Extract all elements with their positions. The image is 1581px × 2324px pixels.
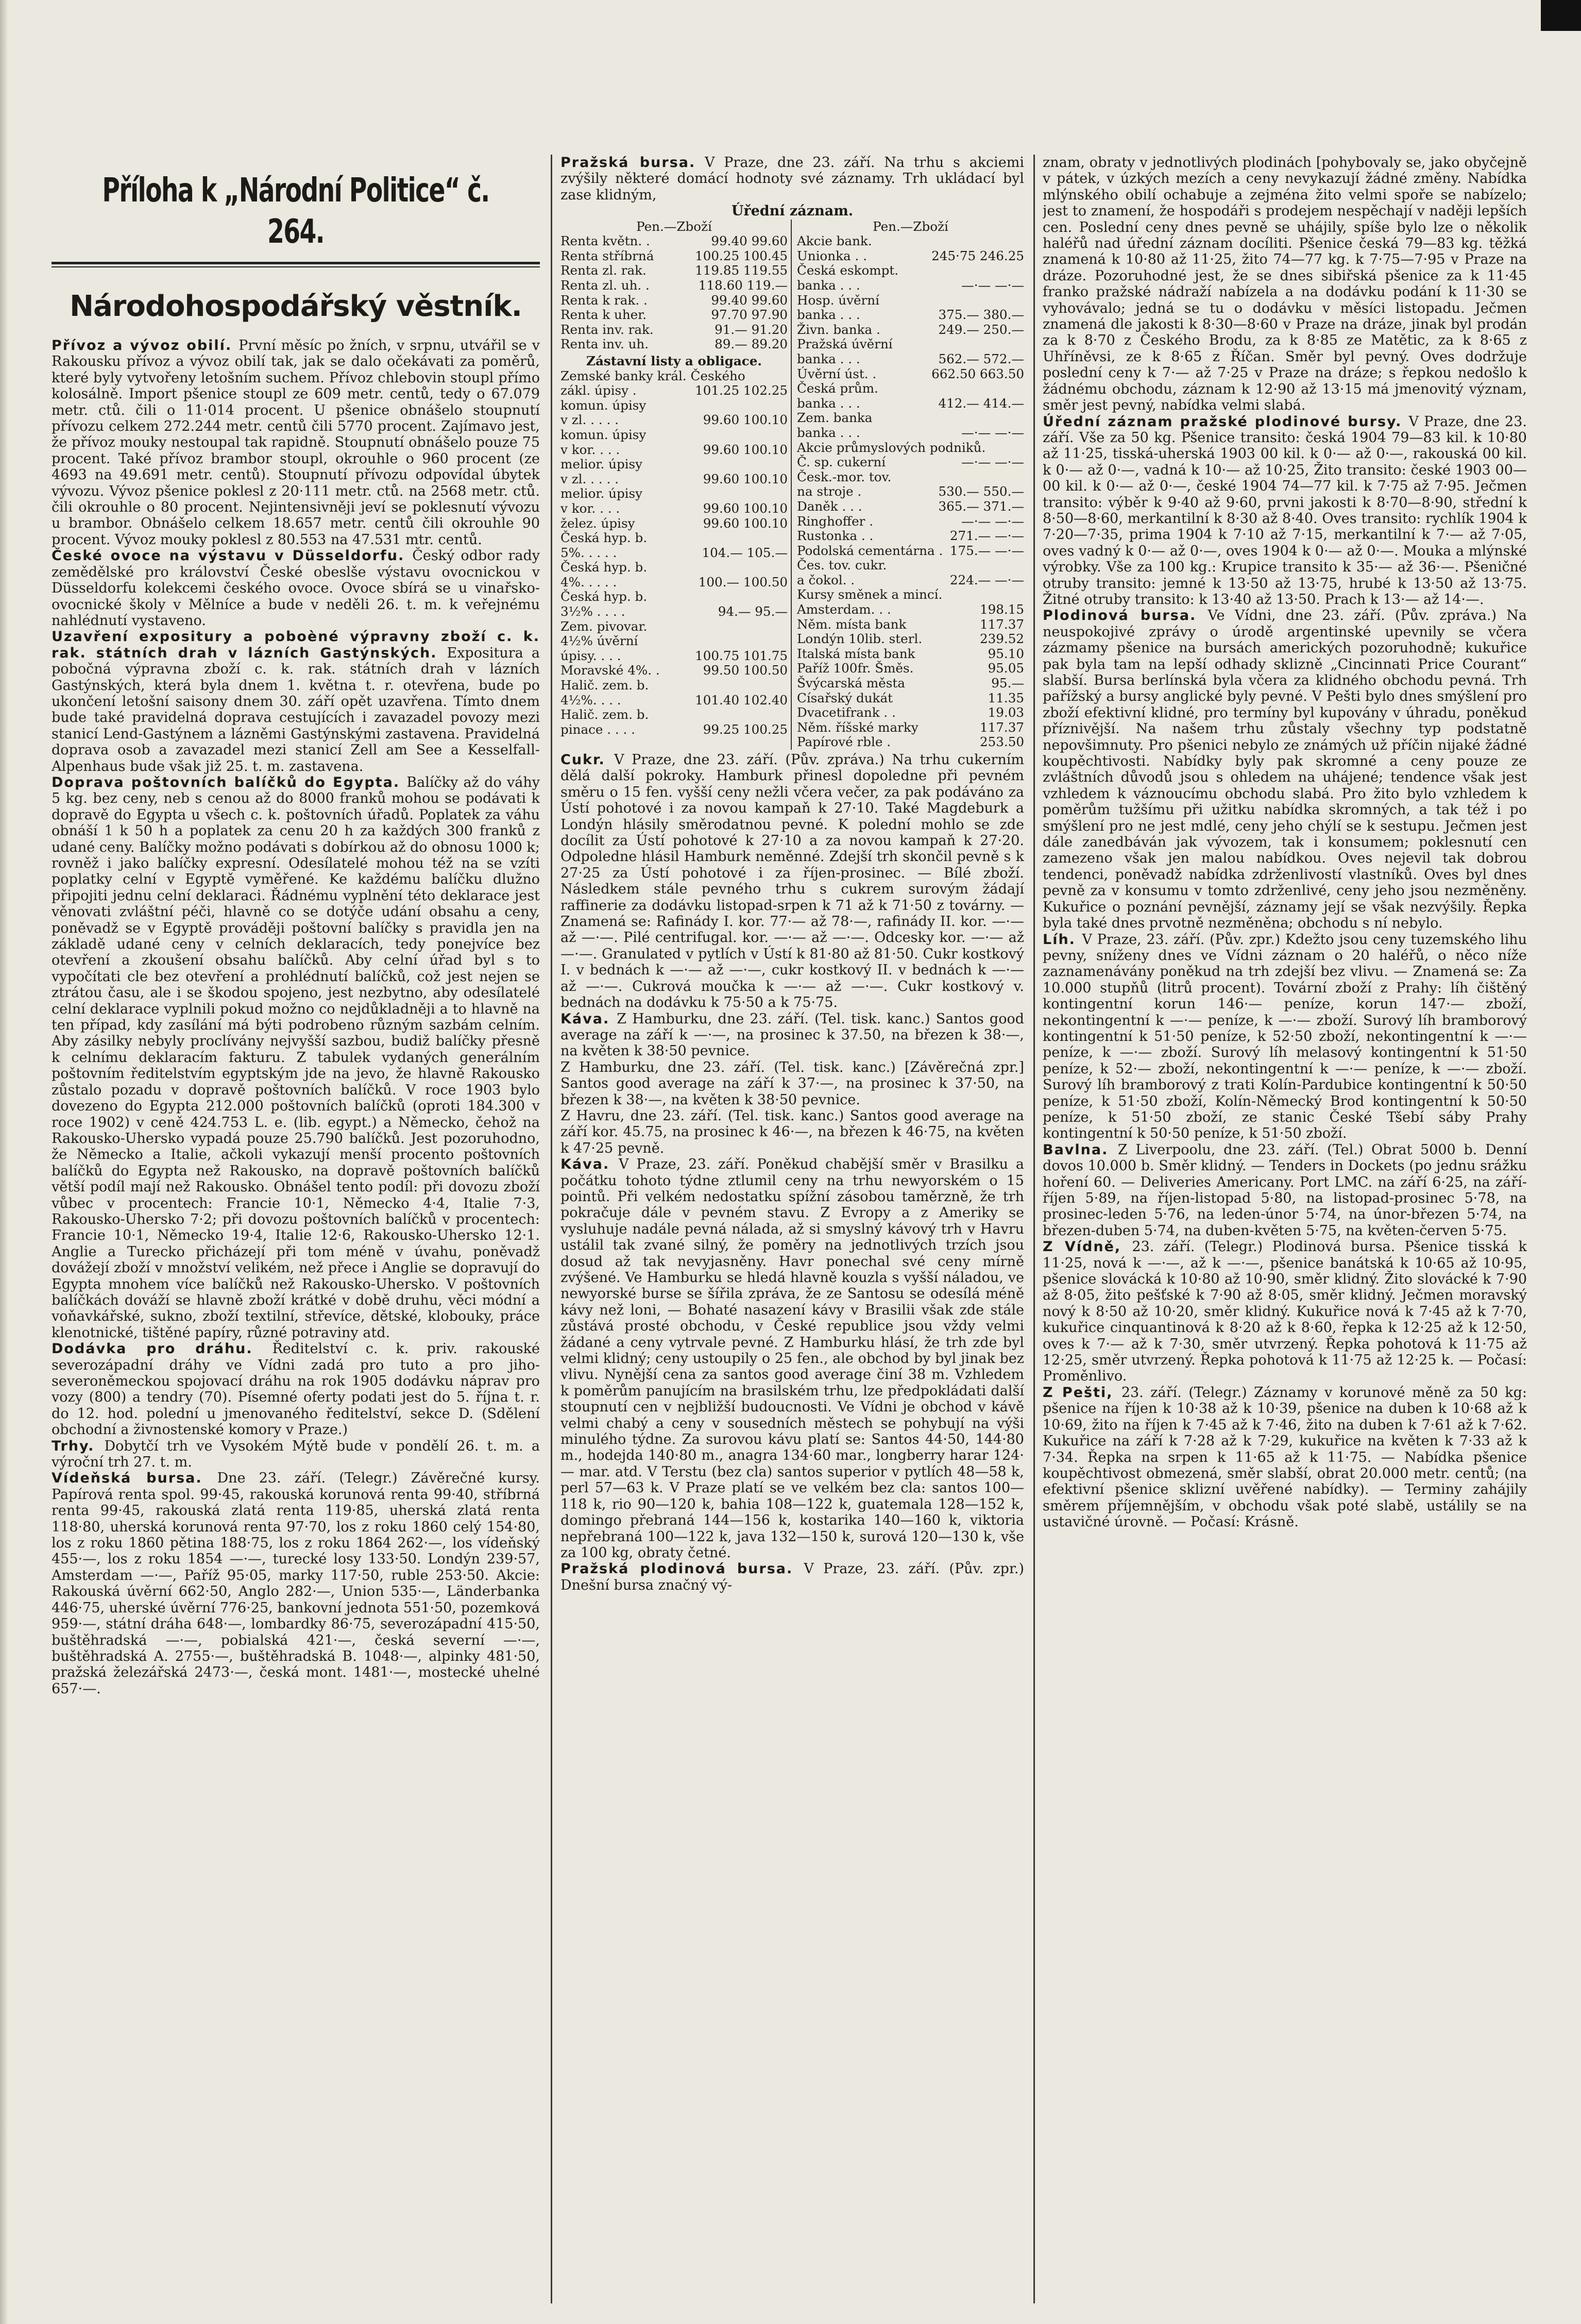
stock-left2-row [560,693,788,708]
col1-article-head: Přívoz a vývoz obilí. [52,338,239,353]
stock-right-values: 375.— 380.— [938,307,1024,323]
stock-right-values: 175.— —·— [949,543,1024,558]
col2-article [560,1561,1024,1593]
title-rule [52,262,540,267]
stock-right-label: banka . . . [797,425,860,440]
col1-article-head: Dodávka pro dráhu. [52,1341,273,1357]
stock-left-label: Renta stříbrná [560,248,654,263]
prague-bourse-dateline: V Praze, dne 23. září. [705,155,875,171]
stock-left2-label: Zem. pivovar. [560,618,648,634]
col3-article [1043,1239,1527,1385]
stock-right-label: Ringhoffer . [797,513,874,529]
col3-article-head: Bavlna. [1043,1141,1118,1158]
stock-left2-row [560,560,788,575]
stock-right-row [797,735,1024,750]
stock-right-values: 562.— 572.— [938,351,1024,366]
stock-right-label: Živn. banka . [797,322,880,337]
col1-article [52,1341,540,1438]
stock-right-label: Akcie bank. [797,233,872,249]
col3-article-head: Úřední záznam pražské plodinové bursy. [1043,413,1409,430]
col3-article [1043,155,1527,414]
stock-left2-label: komun. úpisy [560,427,647,442]
stock-right-label: Čes. tov. cukr. [797,558,887,573]
col2-articles [560,752,1024,1593]
stock-left-row [560,249,788,264]
col2-article-head: Káva. [560,1156,619,1173]
col3-article [1043,1142,1527,1239]
stock-table [560,220,1024,750]
stock-left2-values: 100.— 100.50 [698,574,788,590]
stock-right-row [797,573,1024,588]
stock-right-row [797,499,1024,514]
col2-article-text: Z Havru, dne 23. září. (Tel. tisk. kanc.) Santos good average na září kor. 45.75, na prosinec k 46·—, na březen k 46·75, na květen k 47·25 pevně. [560,1107,1024,1156]
stock-right-label: banka . . . [797,278,860,293]
col3-article-text: V Praze, dne 23. září. Vše za 50 kg. Pšenice transito: česká 1904 79—83 kil. k 10·80 až 11·25, tisská-uherská 1903 00 kil. k 0·— až 0·—, rakouská 00 kil. k 0·— až 0·—, vadná k 10·— až 10·25, Žito transito: české 1903 00—00 kil. k 0·— až 0·—, české 1904 74—77 kil. k 7·75 až 7·95. Ječmen transito: výběr k 9·40 až 9·60, prvni jakosti k 8·70—8·90, střední k 8·50—8·60, merkantilní k 8·30 až 8·40. Oves transito: rychlík 1904 k 7·20—7·35, prima 1904 k 7·10 až 7·15, merkantilní k 7·— až 7·05, oves vadný k 0·— až 0·—, oves 1904 k 0·— až 0·—. Mouka a mlýnské výrobky. Vše za 100 kg.: Krupice transito k 35·— až 36·—. Pšeničné otruby transito: jemné k 13·50 až 13·75, hrubé k 13·50 až 13·75. Žitné otruby transito: k 13·40 až 13·50. Prach k 13·— až 14·—. [1043,413,1527,608]
stock-left-label: Renta inv. rak. [560,322,654,337]
col3-article [1043,414,1527,608]
col2-article [560,752,1024,1011]
stock-left-row [560,263,788,278]
section-title: Národohospodářský věstník. [70,290,522,323]
col1-article [52,338,540,548]
stock-right-label: Švýcarská města [797,676,905,691]
stock-right-label: Italská místa bank [797,646,915,661]
stock-right-label: Česká eskompt. [797,263,899,278]
col2-article [560,1059,1024,1108]
stock-right-label: Hosp. úvěrní [797,292,880,308]
stock-left [560,220,792,750]
stock-right-values: 412.— 414.— [938,395,1024,411]
stock-right-values: —·— —·— [961,454,1024,470]
stock-left-values: 91.— 91.20 [715,322,788,337]
stock-right-values: 249.— 250.— [938,322,1024,337]
stock-left2-values: 101.25 102.25 [695,383,788,398]
stock-left-values: 99.40 99.60 [711,233,788,249]
col1-article-text: Český odbor rady zemědělské pro království České obeslše výstavu ovocnickou v Düsseldorfu kolekcemi českého ovoce. Ovoce sbírá se u vinařsko-ovocnické školy v Mělníce a bude v neděli 26. t. m. k veřejnému nahlédnutí vystaveno. [52,548,540,629]
col1-articles [52,338,540,1697]
stock-left2-values: 94.— 95.— [718,604,788,619]
stock-left2-row [560,428,788,443]
stock-left2-values: 99.25 100.25 [703,721,788,737]
stock-right-label: Pražská úvěrní [797,336,893,352]
stock-right-label: Amsterdam. . . [797,602,891,617]
stock-right-label: Úvěrní úst. . [797,366,877,381]
col1-article-text: První měsíc po žních, v srpnu, utvářil se v Rakousku přívoz a vývoz obilí tak, jak se dalo očekávati za poměrů, které byly vytvořeny letošním suchem. Přívoz chlebovin stoupl přímo kolosálně. Import pšenice stoupl ze 609 metr. centů, tedy o 67.079 metr. ctů. čili o 11·014 procent. U pšenice obnášelo stoupnutí přívozu celkem 272.244 metr. centů čili 5770 procent. Zajímavo jest, že přívoz mouky nestoupal tak rapidně. Stoupnutí obnášelo pouze 75 procent. Také přívoz brambor stoupl, okrouhle o 960 procent (ze 4693 na 49.691 metr. centů). Stoupnutí přívozu odpovídal úbytek vývozu. Vývoz pšenice poklesl z 20·111 metr. ctů. na 2568 metr. ctů. čili okrouhle o 80 procent. Nejintensivněji jeví se poklesnutí vývozu u brambor. Obnášelo celkem 18.657 metr. centů čili okrouhle 90 procent. Vývoz mouky poklesl z 80.553 na 47.531 mtr. centů. [52,338,540,548]
col1-article-head: Uzavření expositury a poboèné výpravny zboží c. k. rak. státních drah v lázních Gastýnských. [52,629,540,661]
col2-article [560,1011,1024,1059]
col2-article-head: Pražská plodinová bursa. [560,1561,804,1577]
stock-left-row [560,337,788,352]
col1-article-text: Dobytčí trh ve Vysokém Mýtě bude v pondělí 26. t. m. a výroční trh 27. t. m. [52,1438,540,1471]
stock-left-label: Renta k uher. [560,307,647,323]
stock-right-label: Rustonka . . [797,528,874,544]
stock-left2-label: Moravské 4%. . [560,663,660,678]
stock-right-values: 224.— —·— [949,572,1024,587]
stock-left2-label: melior. úpisy [560,486,643,501]
stock-right-label: Daněk . . . [797,498,862,514]
stock-right-row [797,396,1024,411]
col2-article-text: V Praze, 23. září. Poněkud chabější směr v Brasilku a počátku tohoto týdne ztlumil ceny na trhu newyorském o 15 pointů. Při velkém nedostatku spížní zásobou taměrzně, že trh pokračuje dále v pevném stavu. Z Evropy a z Ameriky se vysluhuje nadále pevná nálada, až si smyslný kávový trh v Havru ustálil tak zvané silný, že poměry na jednotlivých trzích jsou dosud až tak nevyjasněny. Havr ponechal své ceny mírně zvýšené. Ve Hamburku se hledá hlavně kouzla s vyšší náladou, ve newyorské burse se šířila zpráva, že ze Santosu se odesílá méně kávy než loni, — Bohaté nasazení kávy v Brasilii však zde stále zůstává prosté obchodu, v České republice jsou vždy velmi žádané a ceny vytrvale pevné. Z Hamburku hlásí, že trh zde byl velmi klidný; ceny ustoupily o 25 fen., ale obchod by byl jinak bez vlivu. Nynější cena za santos good average činí 38 m. Vzhledem k poměrům panujícím na brasilském trhu, lze předpokládati další stoupnutí cen v nejbližší budoucnosti. Ve Vídni je obchod v kávě velmi chabý a ceny v sousedních městech se pohybují na výši minulého týdne. Za surovou kávu platí se: Santos 44·50, 144·80 m., hodejda 140·80 m., anagra 134·60 mar., longberry harar 124·— mar. atd. V Terstu (bez cla) santos superior v pytlích 48—58 k, perl 57—63 k. V Praze platí se ve velkém bez cla: santos 100—118 k, rio 90—120 k, bahia 108—122 k, guatemala 128—152 k, domingo přebraná 144—156 k, kostarika 140—160 k, viktoria nepřebraná 100—122 k, java 132—150 k, surová 120—130 k, vše za 100 kg, obraty četné. [560,1156,1024,1561]
column-rule [1033,155,1035,2303]
col1-article-text: Dne 23. září. (Telegr.) Závěrečné kursy. Papírová renta spol. 99·45, rakouská korunová renta 99·40, stříbrná renta 99·45, rakouská zlatá renta 119·85, uherská zlatá renta 118·80, uherská korunová renta 97·70, los z roku 1860 celý 154·80, los z roku 1860 pětina 188·75, los z roku 1864 262·—, los vídeňský 455·—, los z roku 1854 —·—, turecké losy 133·50. Londýn 239·57, Amsterdam —·—, Paříž 95·05, marky 117·50, ruble 253·50. Akcie: Rakouská úvěrní 662·50, Anglo 282·—, Union 535·—, Länderbanka 446·75, uherské úvěrní 776·25, bankovní jednota 551·50, pozemková 959·—, státní dráha 648·—, lombardky 86·75, severozápadní 415·50, buštěhradská —·—, pobialská 421·—, česká severní —·—, buštěhradská A. 2755·—, buštěhradská B. 1048·—, alpinky 481·50, pražská železářská 2473·—, česká mont. 1481·—, mostecké uhelné 657·—. [52,1470,540,1697]
stock-right-row [797,529,1024,544]
stock-right-values: 198.15 [979,602,1024,617]
stock-left2-row [560,708,788,722]
stock-left-values: 97.70 97.90 [711,307,788,323]
stock-right-label: Č. sp. cukerní [797,454,886,470]
stock-left2-values: 99.60 100.10 [703,515,788,531]
stock-left-label: Renta k rak. . [560,292,648,308]
stock-right-label: Císařský dukát [797,690,893,705]
stock-right-label: banka . . . [797,351,860,366]
stock-right-row [797,720,1024,735]
stock-left2-label: komun. úpisy [560,397,647,413]
stock-left2-row [560,575,788,590]
stock-left2-row [560,619,788,634]
stock-left-values: 89.— 89.20 [715,336,788,352]
column-3 [1043,155,1527,2298]
corner-mark [1541,0,1581,31]
col2-article [560,1108,1024,1156]
stock-left2-row [560,443,788,458]
stock-right-row [797,602,1024,617]
stock-left2-label: Česká hyp. b. [560,560,648,575]
stock-left2-row [560,531,788,546]
stock-right-row [797,263,1024,278]
stock-left-label: Renta zl. rak. [560,263,647,278]
stock-left2-label: Halič. zem. b. [560,678,649,693]
stock-right-row [797,661,1024,676]
col1-article-head: Doprava poštovních balíčků do Egypta. [52,774,407,790]
stock-left2-label: Česká hyp. b. [560,530,648,546]
col3-article-text: V Praze, 23. září. (Pův. zpr.) Kdežto jsou ceny tuzemského lihu pevny, sníženy dnes ve Vídni záznam o 20 haléřů, o něco níže zaznamenávány poněkud na trh zdejší bez vlivu. — Znamená se: Za 10.000 stupňů (litrů procent). Tovární zboží z Prahy: líh čištěný kontingentní korun 146·— peníze, korun 147·— zboží, nekontingentní k —·— peníze, k —·— zboží. Surový líh bramborový kontingentní k 51·50 peníze, k 52·50 zboží, nekontingentní k —·— peníze, k —·— zboží. Surový líh melasový kontingentní k 51·50 peníze, k 52·— zboží, nekontingentní k —·— peníze, k —·— zboží. Surový líh bramborový z trati Kolín-Pardubice kontingentní k 50·50 peníze, k 51·50 zboží, Kolín-Německý Brod kontingentní k 50·50 peníze, k 51·50 zboží, ze stanic České Tšebí sáby Prahy kontingentní k 50·50 peníze, k 51·50 zboží. [1043,931,1527,1142]
stock-right-row [797,411,1024,426]
stock-right-label: na stroje . [797,484,862,499]
col3-article-head: Plodinová bursa. [1043,608,1208,624]
stock-right-label: Akcie průmyslových podniků. [797,440,986,455]
stock-left2-row [560,457,788,472]
stock-left2-row [560,413,788,428]
stock-right-row [797,278,1024,293]
stock-right-row [797,426,1024,441]
stock-right-row [797,455,1024,470]
col3-article-text: znam, obraty v jednotlivých plodinách [pohybovaly se, jako obyčejně v pátek, v úzkých mezích a ceny nevykazují žádné změny. Nabídka mlýnského obilí ochabuje a zejména žito velmi spoře se nabízelo; jest to znamení, že hospodáři s prodejem nespěchají v naději lepších cen. Poslední ceny dnes pevně se uhájily, spíše bylo lze o několik haléřů nad úřední záznam docíliti. Pšenice česká 79—83 kg. těžká znamená k 10·80 až 11·25, žito 74—77 kg. k 7·75—7·95 v Praze na dráze. Pozoruhodné jest, že se dnes sibiřská pšenice za k 11·45 franko pražské nádraží nabízela a na dodávku podání k 11·30 se vyhovávalo; jedná se tu o dodávku v měsíci listopadu. Ječmen znamená dle jakosti k 8·30—8·60 v Praze na dráze, jinak byl prodán za k 8·70 z Českého Brodu, za k 8·85 ze Matětic, za k 8·65 z Uhříněvsi, ze k 8·65 z Říčan. Směr byl pevný. Oves dodržuje poslední ceny k 7·— až 7·25 v Praze na dráze; s řepkou nedošlo k žádnému obchodu, záznam k 12·90 až 13·15 má jmenovitý význam, směr jest pevný, nabídka velmi slabá. [1043,155,1527,414]
stock-left2-values: 99.60 100.10 [703,500,788,516]
stock-right-values: 365.— 371.— [938,498,1024,514]
stock-left2-row [560,516,788,531]
stock-left2-values: 99.50 100.50 [703,663,788,678]
stock-right-row [797,441,1024,456]
stock-right-label: banka . . . [797,307,860,323]
stock-right-row [797,381,1024,396]
col3-article [1043,932,1527,1142]
col3-article-text: Ve Vídni, dne 23. září. (Pův. zpráva.) Na neuspokojivé zprávy o úrodě argentinské upevnily se včera zázmamy pšenice na bursách amerických pozoruhodně; kukuřice pak byla tam na lepší odhady sklizně „Cincinnati Price Courant“ slabší. Bursa berlínská byla včera za klidného obchodu pevná. Trh pařížský a bursy anglické byly pevné. V Pešti bylo dnes smýšlení pro zboží efektivní klidné, pro termíny byl kupovány v úhradu, poněkud příznivější. Na našem trhu zůstaly všechny typ podstatně nepovšimnuty. Pro pšenici nebylo ze známých už příčin nijaké žádné koupěchtivosti. Nabídky byly pak skromné a ceny pouze ze zvláštních důvodů jsou s ohledem na uhájené; tendence však jest vzhledem k váznoucímu obchodu slabá. Pro žito bylo vzhledem k poměrům tužšímu při užitku nabídka skromných, a tak též i po smýšlení pro ne jest mdlé, ceny jeho chýlí se k sestupu. Ječmen jest dále zanedbáván jak vývozem, tak i konsumem; poklesnutí cen zamezeno však jen malou nabídkou. Oves nejevil tak dobrou tendenci, poněvadž nabídka zdrženlivostí vlastníků. Oves byl dnes pevně za v konsumu v tomto zdrženlivé, ceny jeho jsou nezměněny. Kukuřice o poznání pevnější, záznamy její se však nezvýšily. Řepka byla také dnes prvotně nezměněna; obchodu s ní nebylo. [1043,608,1527,932]
col1-article-head: Vídeňská bursa. [52,1470,217,1487]
stock-right-label: Něm. místa bank [797,616,907,632]
stock-left2-values: 99.60 100.10 [703,412,788,428]
col2-article-text: Z Hamburku, dne 23. září. (Tel. tisk. kanc.) Santos good average na září k —·—, na prosinec k 37.50, na březen k 38·—, na květen k 38·50 pevnice. [560,1011,1024,1059]
stock-right-values: 95.05 [988,661,1024,676]
stock-right-row [797,308,1024,323]
stock-left2-label: pinace . . . . [560,721,635,737]
col1-article-head: České ovoce na výstavu v Düsseldorfu. [52,548,413,564]
col2-article-text: V Praze, 23. září. (Pův. zpr.) Dnešní bursa značný vý- [560,1561,1024,1593]
stock-left2-row [560,546,788,561]
stock-left2-label: Česká hyp. b. [560,589,648,604]
stock-right-values: 271.— —·— [949,528,1024,544]
col3-article [1043,608,1527,931]
stock-left2-label: v zl. . . . . [560,471,619,486]
col2-article-head: Káva. [560,1011,617,1027]
stock-left2-label: Halič. zem. b. [560,707,649,722]
col2-article [560,1156,1024,1561]
stock-left2-label: 4½%. . . . [560,692,621,708]
stock-right-label: Česká prům. [797,381,878,396]
stock-right-values: —·— —·— [961,513,1024,529]
stock-right-label: Papírové rble . [797,734,891,750]
stock-right-label: Podolská cementárna . [797,543,943,558]
col3-article-text: 23. září. (Telegr.) Záznamy v korunové měně za 50 kg: pšenice na říjen k 10·38 až k 10·39, pšenice na duben k 10·68 až k 10·69, žito na říjen k 7·45 až k 7·46, žito na duben k 7·61 až k 7·62. Kukuřice na září k 7·28 až k 7·29, kukuřice na květen k 7·33 až k 7·34. Řepka na srpen k 11·65 až k 11·75. — Nabídka pšenice koupěchtivost obmezená, směr slabší, obrat 20.000 metr. centů; (na efektivní pšenice sklizní uvěřené nabídky). — Terminy zahájily směrem příjemnějším, v obchodu však poté slabě, ustálily se na ustavičné úrovně. — Počasí: Krásně. [1043,1384,1527,1530]
stock-left2-values: 99.60 100.10 [703,471,788,486]
stock-right-row [797,337,1024,352]
col2-article-text: V Praze, dne 23. září. (Pův. zpráva.) Na trhu cukerním dělá další pokroky. Hamburk přinesl dopoledne při pevném směru o 15 fen. vyšší ceny nežli včera večer, za pak podáváno za Ústí pohotové i za novou kampaň k 27·10. Také Magdeburk a Londýn hlásily směrodatnou pevné. K polední mohlo se zde docílit za Ústí pohotové k 27·10 a za novou kampaň k 27·20. Odpoledne hlásil Hamburk neměnné. Zdejší trh skončil pevně s k 27·25 za Ústí pohotové i za říjen-prosinec. — Bílé zboží. Následkem stále pevného trhu s cukrem surovým žádají raffinerie za dodávku listopad-srpen k 71 až k 71·50 z továrny. — Znamená se: Rafinády I. kor. 77·— až 78·—, rafinády II. kor. —·— až —·—. Pilé centrifugal. kor. —·— až —·—. Odcesky kor. —·— až —·—. Granulated v pytlích v Ústí k 81·80 až 81·50. Cukr kostkový I. v bednách k —·— až —·—, cukr kostkový II. v bednách k —·— až —·—. Cukrová moučka k —·— až —·—. Cukr kostkový v. bednách na dodávku k 75·50 a k 75·75. [560,752,1024,1011]
prague-bourse-text: Na trhu s akciemi zvýšily některé domácí hodnoty své záznamy. Trh ukládací byl zase klidným, [560,155,1024,203]
stock-right-values: —·— —·— [961,425,1024,440]
col1-article [52,1438,540,1471]
prague-bourse-head: Pražská bursa. [560,155,696,171]
stock-left-row [560,323,788,338]
stock-right-row [797,367,1024,382]
stock-right-row [797,647,1024,662]
stock-right-label: banka . . . [797,395,860,411]
stock-left2-label: v zl. . . . . [560,412,619,428]
stock-right-values: 530.— 550.— [938,484,1024,499]
stock-left2-values: 101.40 102.40 [695,692,788,708]
stock-left2-row [560,486,788,501]
col3-article-text: Z Liverpoolu, dne 23. září. (Tel.) Obrat 5000 b. Denní dovos 10.000 b. Směr klidný. — Tenders in Dockets (po jednu srážku hoření 60. — Deliveries Americany. Port LMC. na září 6·25, na září-říjen 5·89, na říjen-listopad 5·80, na listopad-prosinec 5·78, na prosinec-leden 5·76, na leden-únor 5·74, na únor-březen 5·74, na březen-duben 5·74, na duben-květen 5·75, na květen-červen 5·75. [1043,1141,1527,1239]
col3-articles [1043,155,1527,1530]
stock-right-row [797,249,1024,264]
stock-left-row [560,278,788,293]
stock-right-row [797,632,1024,647]
stock-left-values: 100.25 100.45 [695,248,788,263]
stock-right-row [797,484,1024,499]
stock-left2-label: melior. úpisy [560,457,643,472]
stock-right [797,220,1024,750]
stock-left-rows2 [560,369,788,737]
stock-left2-label: zákl. úpisy . [560,383,637,398]
prague-bourse-intro [560,155,1024,203]
stock-left-head: Pen.—Zboží [636,218,712,234]
stock-right-values: —·— —·— [961,278,1024,293]
stock-right-label: Dvacetifrank . . [797,705,896,720]
col1-article-text: Expositura a pobočná výpravna zboží c. k. rak. státních drah v lázních Gastýnských, která byla dnem 1. května t. r. otevřena, bude po ukončení letošní saisony dnem 30. září opět uzavřena. Tímto dnem bude také pravidelná doprava cestujících i zavazadel povozy mezi stanicí Lend-Gastýnem a lázněmi Gastýnskými zastavena. Pravidelná doprava osob a zavazadel mezi stanicí Zell am See a Kesselfall-Alpenhaus bude však již 25. t. m. zastavena. [52,645,540,774]
stock-right-values: 95.— [991,676,1024,691]
stock-left2-label: 3½% . . . . [560,604,625,619]
stock-right-values: 239.52 [979,631,1024,647]
stock-right-values: 662.50 663.50 [931,366,1024,381]
stock-right-row [797,293,1024,308]
stock-right-row [797,691,1024,706]
stock-left-values: 118.60 119.— [698,278,788,293]
stock-right-values: 19.03 [988,705,1024,720]
col3-article [1043,1385,1527,1530]
stock-right-row [797,470,1024,485]
stock-left2-label: v kor. . . . [560,500,620,516]
stock-left-label: Renta květn. . [560,233,650,249]
supplement-title: Příloha k „Národní Politice“ č. 264. [102,172,489,251]
col3-article-head: Z Vídně, [1043,1239,1132,1255]
col1-article [52,548,540,629]
stock-right-row [797,544,1024,559]
stock-left-rows [560,234,788,352]
stock-right-values: 117.37 [979,616,1024,632]
col1-article [52,774,540,1341]
stock-right-label: Něm. říšské marky [797,719,919,735]
stock-right-values: 117.37 [979,719,1024,735]
stock-left2-row [560,604,788,619]
stock-right-label: Unionka . . [797,248,867,263]
stock-right-head: Pen.—Zboží [873,218,948,234]
col3-article-head: Líh. [1043,931,1082,948]
stock-right-label: a čokol. . [797,572,855,587]
stock-right-label: Kursy směnek a mincí. [797,587,943,602]
stock-left2-row [560,472,788,487]
stock-right-label: Česk.-mor. tov. [797,469,892,484]
stock-right-row [797,234,1024,249]
col3-article-head: Z Pešti, [1043,1384,1121,1401]
stock-left2-label: v kor. . . . [560,442,620,457]
col2-article-text: Z Hamburku, dne 23. září. (Tel. tisk. kanc.) [Závěrečná zpr.] Santos good average na září k 37·—, na prosinec k 37·50, na březen k 38·—, na květen k 38·50 pevnice. [560,1059,1024,1108]
stock-left2-label: 4%. . . . . [560,574,617,590]
stock-left2-label: Zemské banky král. Českého [560,368,745,383]
col1-article-head: Trhy. [52,1438,105,1454]
stock-right-values: 253.50 [979,734,1024,750]
stock-right-values: 245·75 246.25 [931,248,1024,263]
column-rule [551,155,552,2303]
stock-left2-row [560,383,788,398]
stock-left-values: 99.40 99.60 [711,292,788,308]
stock-left2-row [560,722,788,737]
stock-left-row [560,293,788,308]
stock-right-row [797,587,1024,602]
stock-right-label: Paříž 100fr. Šměs. [797,661,914,676]
stock-left2-values: 104.— 105.— [702,545,788,560]
stock-left2-label: 4½% úvěrní [560,633,638,649]
stock-left-label: Renta inv. uh. [560,336,649,352]
stock-right-row [797,558,1024,573]
stock-right-row [797,352,1024,367]
stock-right-label: Zem. banka [797,410,873,426]
stock-right-row [797,705,1024,720]
stock-left2-row [560,501,788,516]
page-edge [0,0,7,2324]
stock-right-row [797,323,1024,338]
stock-left2-row [560,678,788,693]
col1-article-text: Ředitelství c. k. priv. rakouské severozápadní dráhy ve Vídni zadá pro tuto a pro jiho-severoněmeckou spojovací dráhu na rok 1905 dodávku náprav pro vozy (800) a tendry (70). Písemné oferty podati jest do 5. října t. r. do 12. hod. polední u jmenovaného ředitelství, sekce D. (Sdělení obchodní a živnostenské komory v Praze.) [52,1341,540,1438]
stock-right-values: 95.10 [988,646,1024,661]
stock-right-label: Londýn 10lib. sterl. [797,631,923,647]
official-record-label: Úřední záznam. [731,203,854,220]
stock-left2-row [560,590,788,604]
stock-left2-row [560,649,788,664]
stock-left-row [560,234,788,249]
stock-left2-row [560,663,788,678]
stock-left-row [560,308,788,323]
col2-article-head: Cukr. [560,752,615,768]
stock-right-row [797,514,1024,529]
stock-left-head2: Zástavní listy a obligace. [586,353,762,368]
stock-left2-label: úpisy. . . . [560,648,621,663]
stock-left2-label: 5%. . . . . [560,545,617,560]
col1-article [52,1470,540,1697]
col3-article-text: 23. září. (Telegr.) Plodinová bursa. Pšenice tisská k 11·25, nová k —·—, až k —·—, pšenice banátská k 10·65 až 10·95, pšenice slovácká k 10·80 až 10·90, směr klidný. Žito slovácké k 7·90 až 8·05, žito pešťské k 7·90 až 8·05, směr klidný. Ječmen moravský nový k 8·50 až 10·20, směr klidný. Kukuřice nová k 7·45 až k 7·70, kukuřice cinquantinová k 8·20 až k 8·60, řepka k 12·25 až k 12·50, oves k 7·— až k 7·30, směr utvrzený. Řepka pohotová k 11·75 až 12·25, směr utvrzený. Řepka pohotová k 11·75 až 12·25 k. — Počasí: Proměnlivo. [1043,1239,1527,1385]
stock-right-rows [797,234,1024,750]
stock-left2-values: 99.60 100.10 [703,442,788,457]
column-1 [52,155,540,2298]
stock-left2-row [560,634,788,649]
stock-right-row [797,617,1024,632]
col1-article [52,629,540,774]
stock-left2-values: 100.75 101.75 [695,648,788,663]
stock-right-values: 11.35 [988,690,1024,705]
stock-right-row [797,676,1024,691]
stock-left2-row [560,398,788,413]
col1-article-text: Balíčky až do váhy 5 kg. bez ceny, neb s cenou až do 8000 franků mohou se podávati k dopravě do Egypta u všech c. k. poštovních úřadů. Poplatek za váhu obnáší 1 k 50 h a poplatek za cenu 20 h za každých 300 franků z udané ceny. Balíčky možno podávati s dobírkou až do obnosu 1000 k; rovněž i jako balíčky expresní. Odesílatelé mohou též na se vzíti poplatky celní v Egyptě vyměřené. Ke každému balíčku dlužno připojiti jednu celní deklaraci. Řádnému vyplnění této deklarace jest věnovati zvláštní péči, hlavně co se dotýče udání obsahu a ceny, poněvadž se v Egyptě prováději poštovní balíčky s pravidla jen na základě udané ceny v celních deklaracích, tedy ponejvíce bez otevření a zkoušení obsahu balíčků. Aby celní úřad byl s to vypočítati cle bez otevření a prohlédnutí balíčků, což jest nejen se ztrátou času, ale i se škodou spojeno, jest nezbytno, aby odesílatelé celní deklarace vyplnili pokud možno co nejdůkladněji a to hlavně na ten případ, kdy zasílání má býti podrobeno různým sazbám celním. Aby zásilky nebyly proclívány nejvyšší sazbou, budiž balíčky přesně k celnímu deklaracím fakturu. Z tabulek vydaných generálním poštovním ředitelstvím egyptským jde na jevo, že hlavně Rakousko zůstalo pozadu v dopravě poštovních balíčků. V roce 1903 bylo dovezeno do Egypta 212.000 poštovních balíčků (oproti 184.300 v roce 1902) v ceně 424.753 L. e. (lib. egypt.) a Německo, čehož na Rakousko-Uhersko vypadá pouze 25.790 balíčků. Jest pozoruhodno, že Německo a Italie, ačkoli vykazují menší procento poštovních balíčků do Egypta než Rakousko, na dopravě poštovních balíčků větší podíl mají než Rakousko. Obnášel tento podíl: při dovozu zboží vůbec v procentech: Francie 10·1, Německo 4·4, Italie 7·3, Rakousko-Uhersko 7·2; při dovozu poštovních balíčků v procentech: Francie 10·1, Německo 19·4, Italie 12·6, Rakousko-Uhersko 12·1. Anglie a Turecko přicházejí při tom méně v úvahu, poněvadž dovážejí zboží v množství velikém, než přece i Anglie se dopravují do Egypta mnohem více balíčků než Rakousko-Uhersko. V poštovních balíčkách dováží se hlavně zboží krátké v době druhu, věci módní a voňavkářské, sukno, zboží textilní, střevíce, dětské, klobouky, práce klenotnické, tištěné papíry, různé potraviny atd. [52,774,540,1341]
stock-left2-row [560,369,788,384]
stock-left-label: Renta zl. uh. . [560,278,650,293]
column-2 [560,155,1024,2298]
stock-left2-label: želez. úpisy [560,515,635,531]
stock-left-values: 119.85 119.55 [695,263,788,278]
